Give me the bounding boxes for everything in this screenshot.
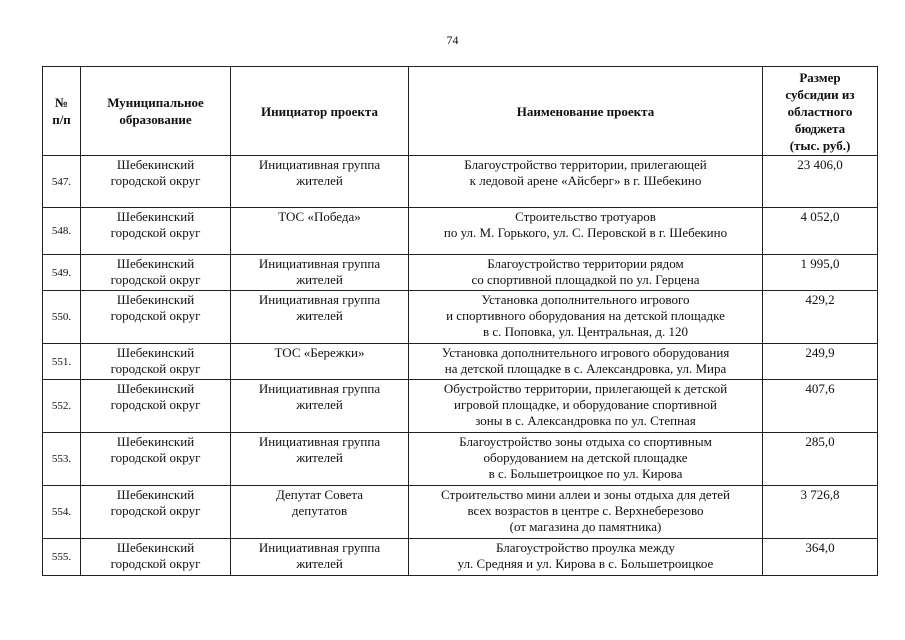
row-initiator: Инициативная группа жителей [231, 539, 409, 576]
header-project: Наименование проекта [409, 67, 763, 156]
row-subsidy: 249,9 [763, 344, 878, 380]
row-municipality: Шебекинский городской округ [81, 433, 231, 486]
row-initiator: Инициативная группа жителей [231, 291, 409, 344]
row-subsidy: 3 726,8 [763, 486, 878, 539]
row-project: Благоустройство территории, прилегающей к ледовой арене «Айсберг» в г. Шебекино [409, 156, 763, 208]
row-project: Установка дополнительного игрового оборудования на детской площадке в с. Александровка, ул. Мира [409, 344, 763, 380]
row-municipality: Шебекинский городской округ [81, 486, 231, 539]
row-number: 547. [43, 156, 81, 208]
row-subsidy: 407,6 [763, 380, 878, 433]
row-subsidy: 1 995,0 [763, 255, 878, 291]
table-row [43, 433, 878, 486]
row-initiator: Инициативная группа жителей [231, 433, 409, 486]
row-subsidy: 4 052,0 [763, 208, 878, 255]
row-municipality: Шебекинский городской округ [81, 291, 231, 344]
row-initiator: Инициативная группа жителей [231, 380, 409, 433]
row-municipality: Шебекинский городской округ [81, 344, 231, 380]
row-initiator: Инициативная группа жителей [231, 156, 409, 208]
row-subsidy: 364,0 [763, 539, 878, 576]
header-subsidy: Размер субсидии из областного бюджета (тыс. руб.) [763, 67, 878, 156]
row-subsidy: 429,2 [763, 291, 878, 344]
table-row [43, 380, 878, 433]
row-initiator: ТОС «Бережки» [231, 344, 409, 380]
row-number: 554. [43, 486, 81, 539]
row-initiator: ТОС «Победа» [231, 208, 409, 255]
row-number: 551. [43, 344, 81, 380]
table-row [43, 255, 878, 291]
table-row [43, 156, 878, 208]
row-project: Строительство мини аллеи и зоны отдыха для детей всех возрастов в центре с. Верхнеберезово (от магазина до памятника) [409, 486, 763, 539]
row-municipality: Шебекинский городской округ [81, 539, 231, 576]
table-header-row [43, 67, 878, 156]
table-row [43, 539, 878, 576]
table-row [43, 291, 878, 344]
subsidy-table [42, 66, 878, 576]
row-municipality: Шебекинский городской округ [81, 208, 231, 255]
row-municipality: Шебекинский городской округ [81, 255, 231, 291]
row-number: 555. [43, 539, 81, 576]
row-municipality: Шебекинский городской округ [81, 380, 231, 433]
row-project: Благоустройство зоны отдыха со спортивным оборудованием на детской площадке в с. Большетроицкое по ул. Кирова [409, 433, 763, 486]
row-project: Благоустройство проулка между ул. Средняя и ул. Кирова в с. Большетроицкое [409, 539, 763, 576]
row-number: 552. [43, 380, 81, 433]
row-subsidy: 285,0 [763, 433, 878, 486]
row-number: 548. [43, 208, 81, 255]
header-municipality: Муниципальное образование [81, 67, 231, 156]
row-project: Установка дополнительного игрового и спортивного оборудования на детской площадке в с. Поповка, ул. Центральная, д. 120 [409, 291, 763, 344]
row-subsidy: 23 406,0 [763, 156, 878, 208]
page-number: 74 [446, 33, 459, 47]
table-row [43, 344, 878, 380]
row-municipality: Шебекинский городской округ [81, 156, 231, 208]
row-number: 549. [43, 255, 81, 291]
row-project: Благоустройство территории рядом со спортивной площадкой по ул. Герцена [409, 255, 763, 291]
header-number: № п/п [43, 67, 81, 156]
row-project: Обустройство территории, прилегающей к детской игровой площадке, и оборудование спортивной зоны в с. Александровка по ул. Степная [409, 380, 763, 433]
table-row [43, 486, 878, 539]
header-initiator: Инициатор проекта [231, 67, 409, 156]
row-project: Строительство тротуаров по ул. М. Горького, ул. С. Перовской в г. Шебекино [409, 208, 763, 255]
row-number: 550. [43, 291, 81, 344]
table-row [43, 208, 878, 255]
row-initiator: Инициативная группа жителей [231, 255, 409, 291]
row-initiator: Депутат Совета депутатов [231, 486, 409, 539]
row-number: 553. [43, 433, 81, 486]
